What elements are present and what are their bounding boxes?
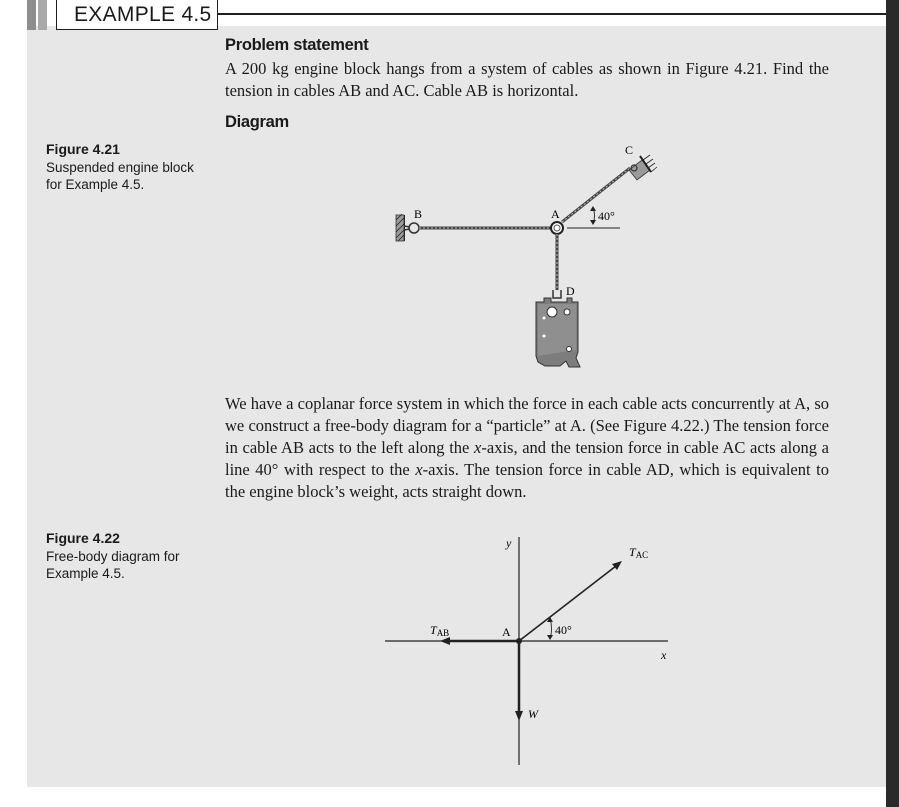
x-axis-label: x [661, 648, 667, 662]
point-label-c: C [625, 143, 634, 157]
figure-caption-text: Suspended engine block for Example 4.5. [46, 160, 194, 192]
point-label-a: A [502, 625, 511, 639]
example-label: EXAMPLE 4.5 [56, 0, 218, 30]
axis-variable: x [415, 460, 423, 479]
point-label-a: A [551, 207, 560, 221]
body-text: -axis, and the tension force in cable AC acts along a line 40° with respect to the [225, 438, 829, 479]
body-text: -axis. The tension force in cable AD, which is equivalent to the engine block’s weight, acts straight down. [225, 460, 829, 501]
tension-ab-label: TAB [430, 623, 450, 638]
figure-caption-text: Free-body diagram for Example 4.5. [46, 549, 180, 581]
y-axis-label: y [506, 536, 512, 550]
problem-text: A 200 kg engine block hangs from a system of cables as shown in Figure 4.21. Find the tension in cables AB and AC. Cable AB is horizontal. [225, 59, 829, 100]
problem-heading: Problem statement [225, 36, 369, 54]
body-text: We have a coplanar force system in which the force in each cable acts concurrently at A, so we construct a free-body diagram for a “particle” at A. (See Figure 4.22.) The tension force in cable AB acts to the left along the [225, 394, 829, 457]
diagram-heading: Diagram [225, 113, 289, 131]
angle-label: 40° [598, 209, 615, 223]
axis-variable: x [474, 438, 482, 457]
figure-label: Figure 4.22 [46, 530, 120, 546]
weight-label: W [528, 707, 538, 721]
point-a-dot [516, 638, 522, 644]
tension-ac-label: TAC [629, 545, 649, 560]
angle-label: 40° [555, 623, 572, 637]
figure-label: Figure 4.21 [46, 141, 120, 157]
point-label-b: B [414, 207, 423, 221]
point-label-d: D [566, 284, 575, 298]
